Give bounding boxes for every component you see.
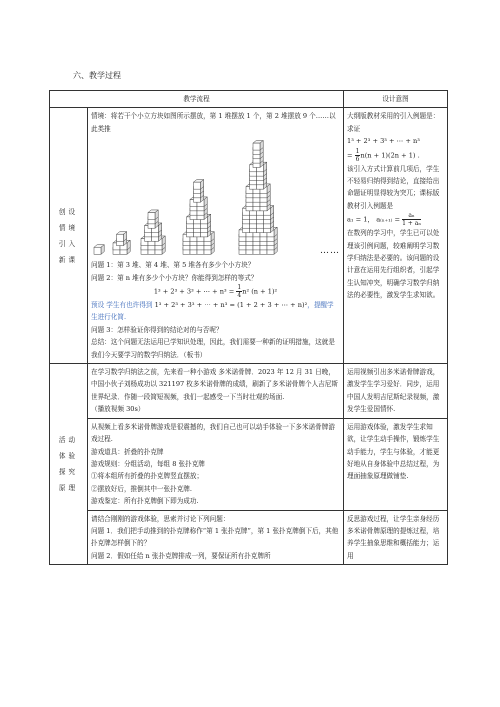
flow-cell-game: 从视频上看多米诺骨牌游戏是很震撼的，我们自己也可以动手体验一下多米诺骨牌游戏过程. 游戏道具：折叠的扑克牌 游戏规则：分组活动，每组 8 张扑克牌 ①将本组所有折叠的扑克牌竖直摆放； ②摆放好后，推倒其中一张扑克牌. 游戏鉴定：所有扑克牌倒下即为成功. (88, 418, 344, 510)
col-header-design: 设计意图 (344, 91, 448, 108)
question-1: 问题 1：第 3 堆、第 4 堆、第 5 堆各有多少个小方块？ (91, 261, 255, 270)
design-cell-discussion: 反思游戏过程，让学生亲身经历多米诺骨牌原理的提炼过程，培养学生抽象思维和概括能力；运用 (344, 510, 448, 565)
situation-text: 情境：将若干个小立方块如图所示摆放，第 1 堆摆放 1 个，第 2 堆摆放 9 个……以此类推 (91, 112, 336, 133)
flow-cell-intro (88, 108, 344, 364)
table-row (50, 510, 448, 565)
cube-stack (183, 180, 214, 255)
question-2-formula: 1³ + 2³ + 3³ + ⋯ + n³ = $\frac{1}{4}$ n² (n + 1)² (153, 284, 278, 300)
table-row (50, 108, 448, 364)
cube-stack (94, 245, 104, 255)
cube-stack (239, 141, 277, 255)
design-cell-intro: 大纲版教材采用的引入例题是：求证 1³ + 2³ + 3³ + ⋯ + n³ = $\frac{1}{6}$ n(n + 1)(2n + 1) . 该引入方式计算前几项后，学生不轻易归纳得到结论，直接给出命题证明显得较为突兀；课标版教材引入例题是 a₁ = 1， a₍ₙ₊₁₎ = $\frac{\text{aₙ}}{\text{1 + aₙ}}$ 在数列的学习中，学生已可以处理该引例问题，较难阐明学习数学归纳法是必要的。该问题的设计意在运用先行组织者，引起学生认知冲突，明确学习数学归纳法的必要性，激发学生求知欲。 (344, 108, 448, 364)
flow-cell-video: 在学习数学归纳法之前，先来看一种小游戏 多米诺骨牌．2023 年 12 月 31 日晚，中国小伙子刘杨成功以 321197 枚多米诺骨牌的成绩，刷新了多米诺骨牌个人吉尼斯世界纪录．作随一段简短视频，我们一起感受一下当时壮观的场面. （播放视频 30s） (88, 364, 344, 419)
cube-stack (141, 210, 165, 254)
cube-stack (113, 232, 130, 255)
flow-cell-discussion: 请结合刚刚的游戏体验，思索并讨论下列问题： 问题 1．我们把手动推到的扑克牌称作“第 1 张扑克牌”，第 1 张扑克牌倒下后，其他扑克牌怎样倒下的？ 问题 2．假如任给 n 张扑克牌排成一列，要保证所有扑克牌所 (88, 510, 344, 565)
ellipsis: …… (320, 245, 340, 256)
table-row (50, 364, 448, 419)
section-title: 六、教学过程 (73, 71, 121, 80)
prediction: 预设 学生有也许得到 1³ + 2³ + 3³ + ⋯ + n³ = (1 + 2 + 3 + ⋯ + n)²，提醒学生进行化简. (91, 301, 334, 322)
cube-stacks-figure (91, 135, 340, 259)
teaching-process-table (49, 90, 448, 565)
question-3: 问题 3：怎样验证你得到的结论对的与否呢？ (91, 325, 223, 334)
cube-stacks-drawing (91, 135, 341, 259)
header-row (50, 91, 448, 108)
row-label-intro: 创设 情境 引入 新课 (50, 108, 88, 364)
design-cell-video: 运用视频引出多米诺骨牌游戏，激发学生学习爱好．同步，运用中国人发明吉尼斯纪录视频，激发学生爱国情怀. (344, 364, 448, 419)
col-header-flow: 教学流程 (50, 91, 344, 108)
design-cell-game: 运用游戏体验，激发学生求知欲，让学生动手操作，锻炼学生动手能力，学生与体验，才能更好地从自身体验中总结过程，为理面抽象原理做铺垫. (344, 418, 448, 510)
question-2: 问题 2：第 n 堆有多少个小方块？你能得到怎样的等式？ (91, 273, 258, 282)
summary-text: 总结：这个问题无法运用已学知识处理，因此，我们需要一种新的证明措施，这就是我们今天要学习的数学归纳法．（板书） (91, 338, 335, 359)
table-row (50, 418, 448, 510)
row-label-activity: 活动 体验 探究 原理 (50, 364, 88, 565)
